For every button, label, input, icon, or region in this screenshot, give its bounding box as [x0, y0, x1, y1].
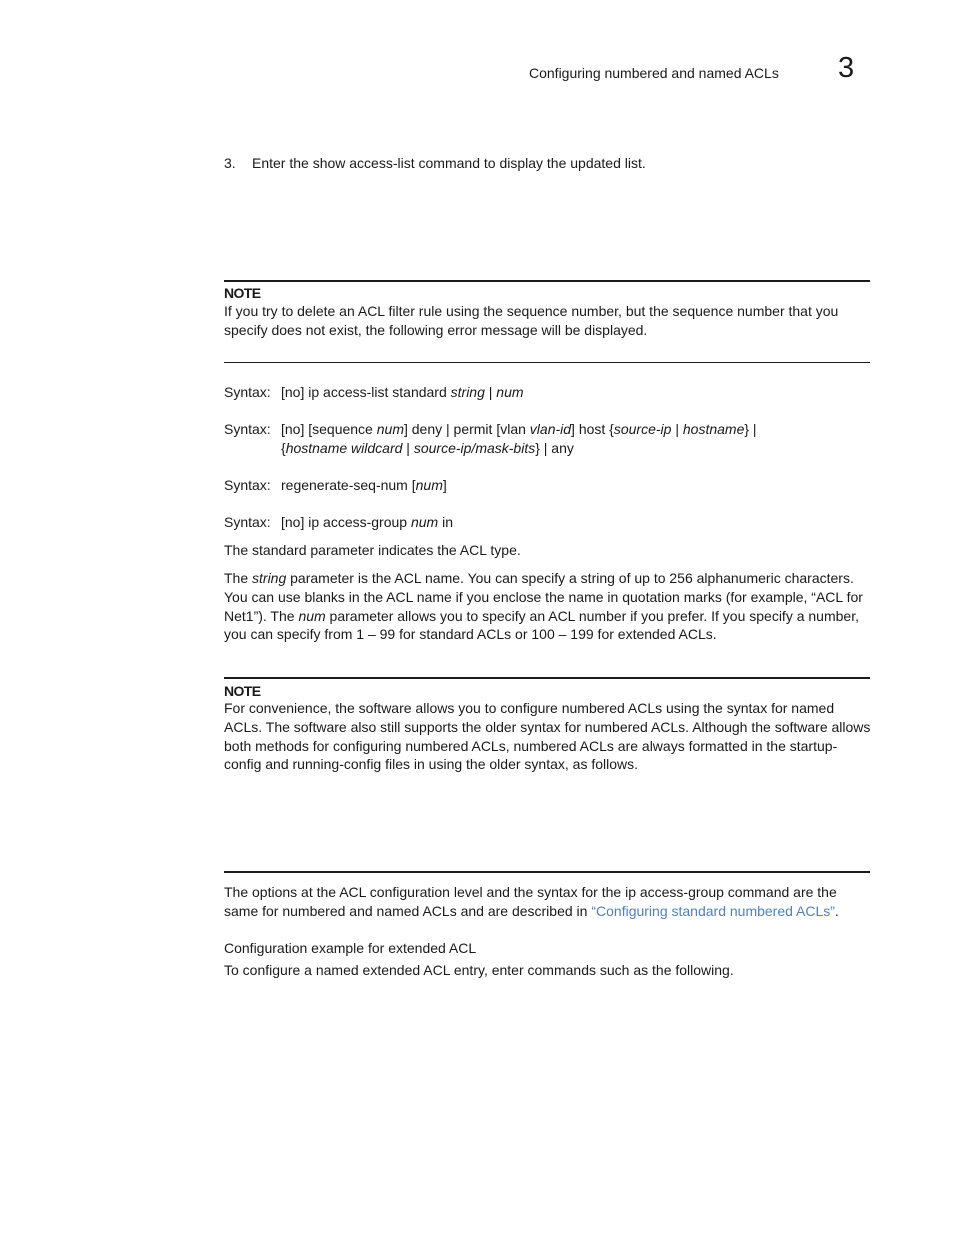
note2-bottom-rule — [224, 871, 870, 873]
section-intro: To configure a named extended ACL entry, enter commands such as the following. — [224, 962, 734, 978]
note2-text: For convenience, the software allows you to configure numbered ACLs using the syntax for named ACLs. The software also still supports the older syntax for numbered ACLs. Although the software allows both methods for configuring numbered ACLs, numbered ACLs are always formatted in the startup-config and running-config files in using the older syntax, as follows. — [224, 700, 871, 773]
note-label: NOTE — [224, 285, 261, 301]
cross-reference-link[interactable]: “Configuring standard numbered ACLs” — [591, 902, 835, 919]
syntax-label: Syntax: — [224, 514, 271, 530]
syntax-ip-access-list: Syntax: [no] ip access-list standard string | num — [224, 384, 524, 400]
step-number: 3. — [224, 155, 236, 171]
note-top-rule — [224, 280, 870, 282]
options-paragraph: The options at the ACL configuration level and the syntax for the ip access-group command are the same for numbered and named ACLs and are described in “Configuring standard numbered ACLs”. — [224, 884, 839, 919]
step-3: 3. Enter the show access-list command to display the updated list. — [224, 155, 646, 171]
string-param-paragraph: The string parameter is the ACL name. You can specify a string of up to 256 alphanumeric characters. You can use blanks in the ACL name if you enclose the name in quotation marks (for example, “ACL for Net1”). The num parameter allows you to specify an ACL number if you prefer. If you specify a number, you can specify from 1 – 99 for standard ACLs or 100 – 199 for extended ACLs. — [224, 570, 863, 643]
section-heading: Configuration example for extended ACL — [224, 940, 477, 956]
syntax-label: Syntax: — [224, 421, 271, 437]
note-bottom-rule — [224, 362, 870, 363]
standard-param-paragraph: The standard parameter indicates the ACL type. — [224, 542, 521, 558]
syntax-sequence: Syntax: [no] [sequence num] deny | permit [vlan vlan-id] host {source-ip | hostname} | {hostname wildcard | source-ip/mask-bits} | any — [224, 421, 757, 456]
command-name: show access-list — [312, 155, 415, 171]
syntax-regenerate: Syntax: regenerate-seq-num [num] — [224, 477, 447, 493]
syntax-label: Syntax: — [224, 384, 271, 400]
note-text: If you try to delete an ACL filter rule using the sequence number, but the sequence number that you specify does not exist, the following error message will be displayed. — [224, 303, 839, 338]
chapter-number: 3 — [838, 52, 855, 84]
syntax-label: Syntax: — [224, 477, 271, 493]
syntax-access-group: Syntax: [no] ip access-group num in — [224, 514, 453, 530]
note2-top-rule — [224, 677, 870, 679]
note2-label: NOTE — [224, 683, 261, 699]
page-header-title: Configuring numbered and named ACLs — [529, 65, 779, 81]
